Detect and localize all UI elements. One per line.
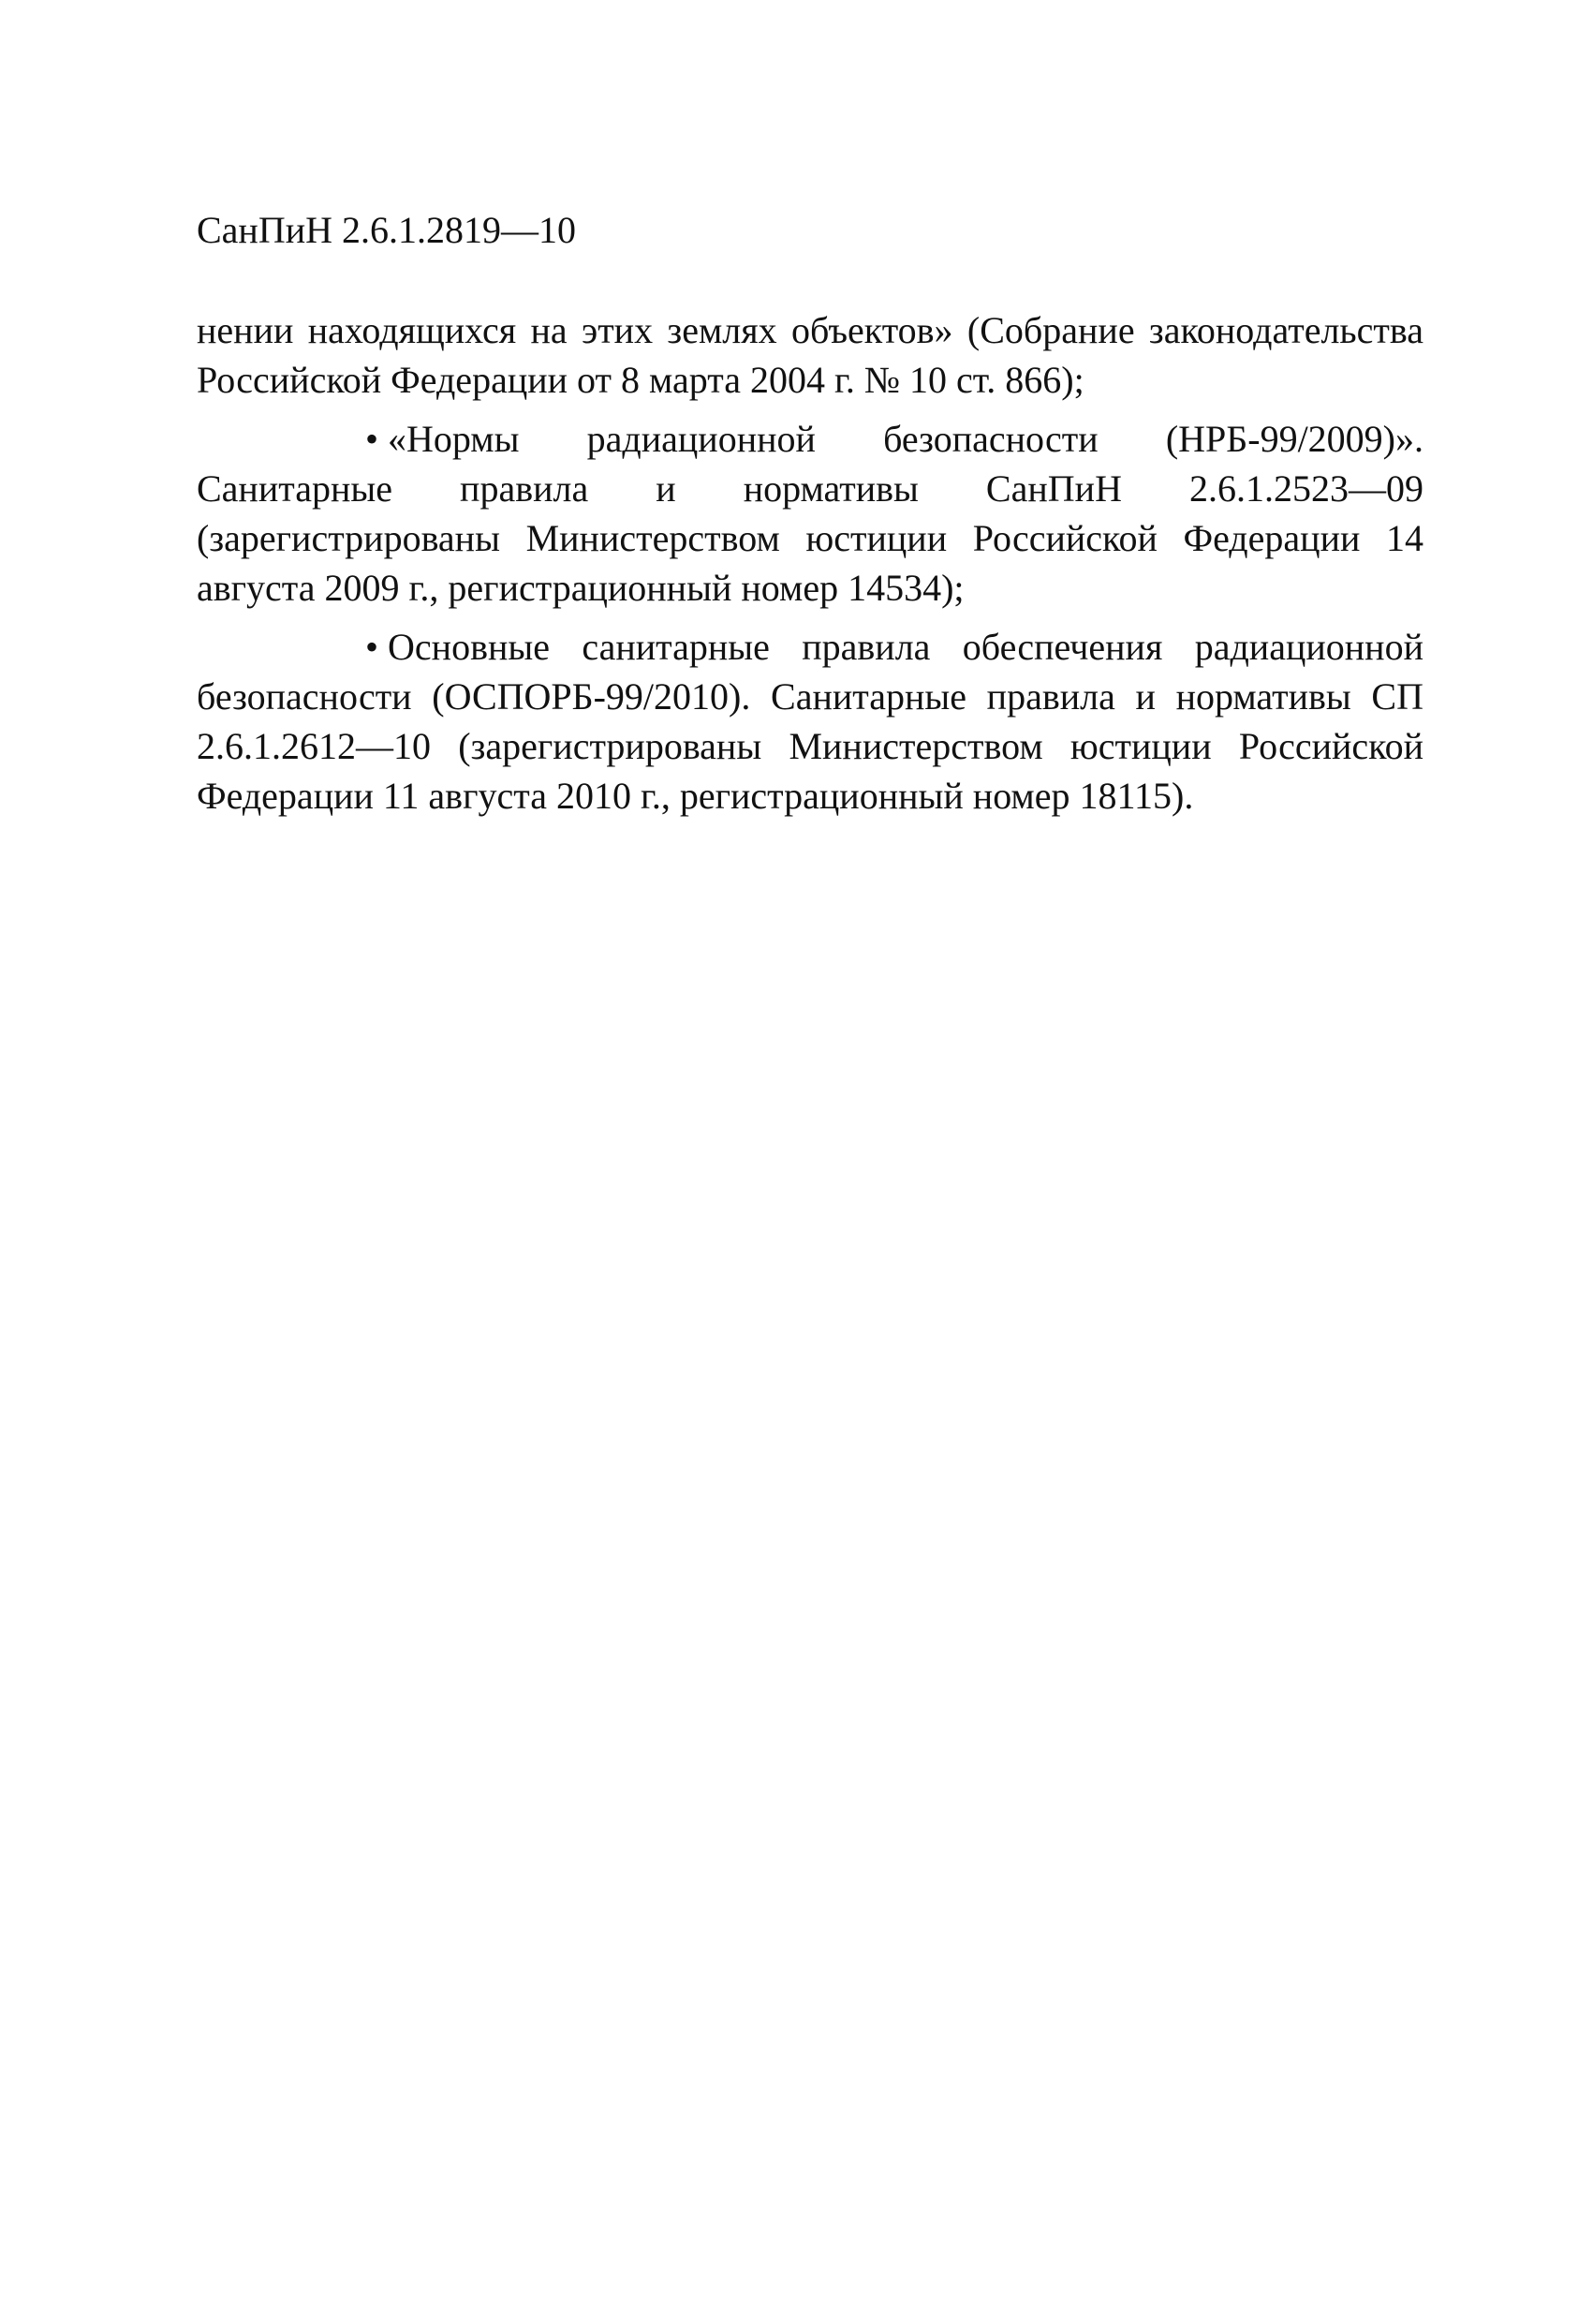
body-text	[197, 305, 1423, 830]
bullet-item	[197, 622, 1423, 821]
bullet-item-text: «Нормы радиационной безопасности (НРБ-99/2009)». Санитарные правила и нормативы СанПиН 2.6.1.2523—09 (зарегистрированы Министерством юстиции Российской Федерации 14 августа 2009 г., регистрационный номер 14534);	[197, 418, 1423, 609]
running-head: СанПиН 2.6.1.2819—10	[197, 209, 577, 251]
bullet-icon: •	[365, 626, 379, 668]
bullet-item	[197, 414, 1423, 613]
paragraph-continuation: нении находящихся на этих землях объектов» (Собрание законодательства Российской Федерации от 8 марта 2004 г. № 10 ст. 866);	[197, 309, 1423, 401]
bullet-item-text: Основные санитарные правила обеспечения радиационной безопасности (ОСПОРБ-99/2010). Санитарные правила и нормативы СП 2.6.1.2612—10 (зарегистрированы Министерством юстиции Российской Федерации 11 августа 2010 г., регистрационный номер 18115).	[197, 626, 1423, 817]
bullet-icon: •	[365, 418, 379, 460]
